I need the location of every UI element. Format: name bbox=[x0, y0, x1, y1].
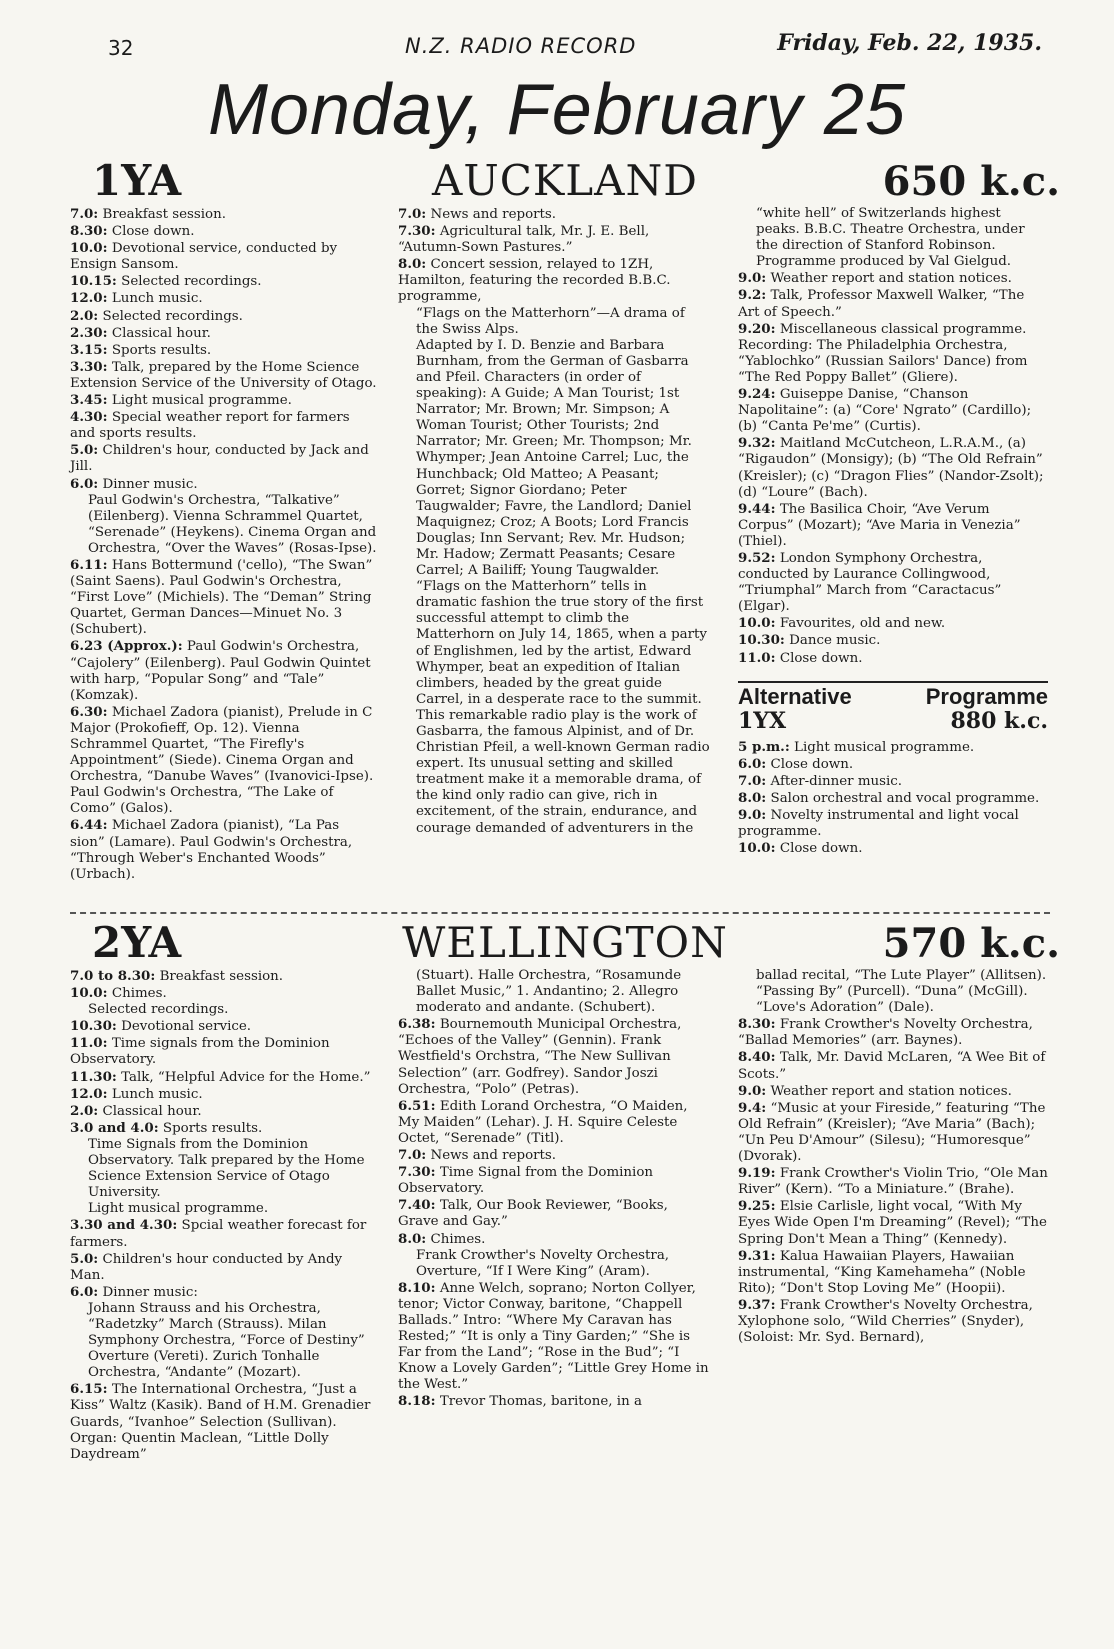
programme-time: 6.0: bbox=[70, 1283, 99, 1300]
programme-time: 9.24: bbox=[738, 386, 776, 403]
programme-description: Chimes. bbox=[430, 1231, 486, 1247]
programme-list bbox=[738, 206, 1048, 667]
programme-description: Frank Crowther's Violin Trio, “Ole Man River” (Kern). “To a Miniature.” (Brahe). bbox=[738, 1166, 1048, 1198]
programme-description: Sports results. bbox=[162, 1120, 263, 1136]
programme-entry bbox=[738, 1198, 1048, 1247]
programme-time: 10.0: bbox=[70, 985, 108, 1002]
programme-description: Breakfast session. bbox=[159, 969, 284, 984]
alternative-frequency: 880 k.c. bbox=[950, 707, 1048, 734]
programme-description: Johann Strauss and his Orchestra, “Radetzky” March (Strauss). Milan Symphony Orchestra, “Force of Destiny” Overture (Vereti). Zurich Tonhalle Orchestra, “Andante” (Mozart). bbox=[88, 1300, 365, 1381]
alternative-programme-list bbox=[738, 739, 1048, 858]
programme-entry bbox=[738, 321, 1048, 386]
programme-description: News and reports. bbox=[430, 1148, 557, 1164]
programme-time: 8.40: bbox=[738, 1049, 776, 1066]
programme-description: Children's hour conducted by Andy Man. bbox=[70, 1251, 343, 1283]
programme-entry bbox=[738, 270, 1048, 287]
programme-description: Breakfast session. bbox=[102, 207, 226, 222]
programme-description: The International Orchestra, “Just a Kiss” Waltz (Kasik). Band of H.M. Grenadier Guards, “Ivanhoe” Selection (Sullivan). Organ: Quentin Maclean, “Little Dolly Daydream” bbox=[70, 1382, 371, 1462]
programme-entry bbox=[70, 704, 378, 818]
programme-time: 9.2: bbox=[738, 287, 767, 304]
programme-time: 9.31: bbox=[738, 1247, 776, 1264]
page-header bbox=[0, 30, 1114, 64]
programme-time: 9.0: bbox=[738, 270, 767, 287]
programme-time: 10.30: bbox=[738, 632, 785, 649]
programme-column-1 bbox=[70, 206, 378, 883]
programme-entry bbox=[398, 708, 710, 837]
programme-entry bbox=[70, 985, 378, 1002]
programme-time: 11.30: bbox=[70, 1068, 117, 1085]
programme-description: Frank Crowther's Novelty Orchestra, Overture, “If I Were King” (Aram). bbox=[416, 1247, 670, 1279]
programme-entry bbox=[70, 493, 378, 557]
alternative-station bbox=[738, 709, 1048, 733]
station-section-wellington bbox=[70, 912, 1060, 1462]
programme-description: Adapted by I. D. Benzie and Barbara Burnham, from the German of Gasbarra and Pfeil. Characters (in order of speaking): A Guide; A Man Tourist; 1st Narrator; Mr. Brown; Mr. Simpson; A Woman Tourist; Other Tourists; 2nd Narrator; Mr. Green; Mr. Thompson; Mr. Whymper; Jean Antoine Carrel; Luc, the Hunchback; Old Matteo; A Peasant; Gorret; Signor Giordano; Peter Taugwalder; Favre, the Landlord; Daniel Maquignez; Croz; A Boots; Lord Francis Douglas; Inn Servant; Rev. Mr. Hudson; Mr. Hadow; Zermatt Peasants; Cesare Carrel; A Bailiff; Young Taugwalder. bbox=[416, 337, 692, 579]
programme-time: 7.30: bbox=[398, 1164, 436, 1181]
programme-time: 9.19: bbox=[738, 1165, 776, 1182]
programme-description: Sports results. bbox=[111, 342, 212, 358]
programme-description: Weather report and station notices. bbox=[770, 271, 1012, 287]
programme-entry bbox=[70, 476, 378, 493]
programme-description: Talk, Mr. David McLaren, “A Wee Bit of Scots.” bbox=[738, 1050, 1046, 1082]
programme-time: 7.30: bbox=[398, 223, 436, 240]
programme-entry bbox=[70, 817, 378, 882]
programme-time: 6.15: bbox=[70, 1381, 108, 1398]
programme-entry bbox=[738, 1049, 1048, 1082]
programme-entry bbox=[738, 632, 1048, 649]
programme-description: This remarkable radio play is the work of Gasbarra, the famous Alpinist, and of Dr. Christian Pfeil, a well-known German radio expert. Its unusual setting and skilled treatment make it a memorable drama, of the kind only radio can give, rich in excitement, of the strain, endurance, and courage demanded of adventurers in the bbox=[416, 707, 710, 836]
programme-description: Close down. bbox=[779, 841, 863, 857]
station-city: WELLINGTON bbox=[402, 918, 728, 967]
programme-column-3 bbox=[738, 968, 1048, 1346]
programme-entry bbox=[398, 1197, 710, 1230]
alternative-call-sign: 1YX bbox=[738, 707, 787, 734]
programme-label: Programme bbox=[925, 683, 1048, 709]
programme-time: 5.0: bbox=[70, 1250, 99, 1267]
programme-time: 3.0 and 4.0: bbox=[70, 1119, 159, 1136]
station-heading bbox=[70, 150, 1060, 206]
programme-description: Selected recordings. bbox=[102, 308, 243, 324]
station-frequency: 570 k.c. bbox=[882, 920, 1060, 967]
programme-time: 8.0: bbox=[398, 1230, 427, 1247]
programme-entry bbox=[738, 550, 1048, 615]
programme-entry bbox=[70, 1301, 378, 1381]
programme-description: Light musical programme. bbox=[794, 739, 975, 755]
programme-entry bbox=[70, 308, 378, 325]
programme-time: 9.32: bbox=[738, 435, 776, 452]
programme-time: 10.0: bbox=[738, 615, 776, 632]
programme-entry bbox=[738, 435, 1048, 500]
programme-entry bbox=[70, 968, 378, 985]
programme-time: 2.30: bbox=[70, 324, 108, 341]
programme-entry bbox=[70, 223, 378, 240]
programme-description: Frank Crowther's Novelty Orchestra, Xylophone solo, “Wild Cherries” (Snyder), (Soloist: Mr. Syd. Bernard), bbox=[738, 1297, 1033, 1346]
programme-entry bbox=[738, 501, 1048, 550]
programme-entry bbox=[70, 1035, 378, 1068]
programme-column-3 bbox=[738, 206, 1048, 857]
programme-entry bbox=[70, 1284, 378, 1301]
programme-time: 7.0: bbox=[738, 772, 767, 789]
programme-description: Paul Godwin's Orchestra, “Cajolery” (Eilenberg). Paul Godwin Quintet with harp, “Popular Song” and “Tale” (Komzak). bbox=[70, 639, 371, 703]
programme-description: Salon orchestral and vocal programme. bbox=[770, 790, 1040, 806]
programme-entry bbox=[70, 273, 378, 290]
alternative-programme-box bbox=[738, 681, 1048, 858]
programme-entry bbox=[398, 1248, 710, 1280]
programme-entry bbox=[738, 1100, 1048, 1165]
programme-time: 10.0: bbox=[738, 840, 776, 857]
programme-description: Children's hour, conducted by Jack and Jill. bbox=[70, 443, 369, 475]
programme-description: Paul Godwin's Orchestra, “Talkative” (Eilenberg). Vienna Schrammel Quartet, “Serenade” (Heykens). Cinema Organ and Orchestra, “Over the Waves” (Rosas-Ipse). bbox=[88, 492, 377, 556]
programme-entry bbox=[738, 386, 1048, 435]
programme-description: After-dinner music. bbox=[770, 773, 903, 789]
programme-time: 6.23 (Approx.): bbox=[70, 638, 183, 655]
programme-description: Weather report and station notices. bbox=[770, 1083, 1012, 1099]
programme-entry bbox=[70, 206, 378, 223]
programme-entry bbox=[398, 968, 710, 1016]
programme-entry bbox=[70, 442, 378, 475]
programme-time: 12.0: bbox=[70, 1085, 108, 1102]
programme-time: 7.40: bbox=[398, 1197, 436, 1214]
programme-description: Hans Bottermund ('cello), “The Swan” (Saint Saens). Paul Godwin's Orchestra, “First Love” (Michiels). The “Deman” String Quartet, German Dances—Minuet No. 3 (Schubert). bbox=[70, 557, 373, 638]
programme-time: 6.38: bbox=[398, 1016, 436, 1033]
programme-entry bbox=[738, 1083, 1048, 1100]
programme-description: Light musical programme. bbox=[88, 1201, 269, 1217]
programme-entry bbox=[738, 807, 1048, 840]
programme-description: “Music at your Fireside,” featuring “The Old Refrain” (Kreisler); “Ave Maria” (Bach); “Un Peu D'Amour” (Silesu); “Humoresque” (Dvorak). bbox=[738, 1100, 1046, 1165]
programme-description: Special weather report for farmers and sports results. bbox=[70, 410, 350, 442]
programme-entry bbox=[70, 409, 378, 442]
programme-description: Time Signal from the Dominion Observatory. bbox=[398, 1165, 654, 1197]
programme-description: Novelty instrumental and light vocal programme. bbox=[738, 808, 1019, 840]
programme-time: 9.0: bbox=[738, 1082, 767, 1099]
programme-description: Talk, Professor Maxwell Walker, “The Art of Speech.” bbox=[738, 288, 1025, 320]
programme-description: Spcial weather forecast for farmers. bbox=[70, 1218, 367, 1250]
station-frequency: 650 k.c. bbox=[882, 158, 1060, 205]
programme-time: 4.30: bbox=[70, 409, 108, 426]
programme-time: 10.30: bbox=[70, 1018, 117, 1035]
programme-description: Agricultural talk, Mr. J. E. Bell, “Autumn-Sown Pastures.” bbox=[398, 224, 650, 256]
programme-entry bbox=[398, 1164, 710, 1197]
alternative-heading bbox=[738, 685, 1048, 709]
programme-time: 10.0: bbox=[70, 240, 108, 257]
programme-description: Classical hour. bbox=[111, 325, 211, 341]
programme-description: Guiseppe Danise, “Chanson Napolitaine”: (a) “Core' Ngrato” (Cardillo); (b) “Canta Pe'me” (Curtis). bbox=[738, 387, 1032, 435]
programme-entry bbox=[738, 206, 1048, 270]
programme-time: 8.30: bbox=[738, 1016, 776, 1033]
station-section-auckland bbox=[70, 150, 1060, 882]
programme-time: 8.0: bbox=[398, 256, 427, 273]
programme-description: Talk, prepared by the Home Science Extension Service of the University of Otago. bbox=[70, 359, 377, 391]
programme-description: Selected recordings. bbox=[121, 274, 262, 290]
programme-description: Dinner music. bbox=[102, 476, 198, 492]
programme-description: Talk, “Helpful Advice for the Home.” bbox=[121, 1069, 371, 1085]
programme-entry bbox=[398, 256, 710, 305]
programme-time: 7.0: bbox=[70, 206, 99, 222]
programme-time: 2.0: bbox=[70, 1102, 99, 1119]
page-number: 32 bbox=[108, 36, 134, 60]
programme-time: 11.0: bbox=[738, 649, 776, 666]
programme-time: 6.44: bbox=[70, 817, 108, 834]
programme-time: 12.0: bbox=[70, 290, 108, 307]
programme-time: 6.0: bbox=[70, 475, 99, 492]
programme-entry bbox=[738, 615, 1048, 632]
programme-description: “white hell” of Switzerlands highest peaks. B.B.C. Theatre Orchestra, under the direction of Stanford Robinson. Programme produced by Val Gielgud. bbox=[756, 206, 1025, 270]
programme-description: Talk, Our Book Reviewer, “Books, Grave and Gay.” bbox=[398, 1198, 668, 1230]
programme-entry bbox=[738, 650, 1048, 667]
programme-time: 3.45: bbox=[70, 392, 108, 409]
programme-time: 8.10: bbox=[398, 1279, 436, 1296]
programme-column-2 bbox=[398, 968, 710, 1411]
programme-description: Selected recordings. bbox=[88, 1002, 229, 1018]
station-call-sign: 1YA bbox=[92, 156, 182, 205]
programme-description: Frank Crowther's Novelty Orchestra, “Ballad Memories” (arr. Baynes). bbox=[738, 1017, 1033, 1049]
programme-description: Close down. bbox=[779, 650, 863, 666]
programme-entry bbox=[738, 968, 1048, 1016]
alternative-label: Alternative bbox=[738, 683, 852, 709]
alternative-rule bbox=[738, 681, 1048, 683]
programme-description: Dinner music: bbox=[102, 1284, 198, 1300]
programme-description: Edith Lorand Orchestra, “O Maiden, My Maiden” (Lehar). J. H. Squire Celeste Octet, “Serenade” (Titl). bbox=[398, 1098, 688, 1146]
programme-entry bbox=[70, 240, 378, 273]
programme-entry bbox=[70, 359, 378, 392]
programme-entry bbox=[738, 773, 1048, 790]
programme-time: 9.4: bbox=[738, 1099, 767, 1116]
programme-entry bbox=[738, 287, 1048, 320]
programme-time: 2.0: bbox=[70, 307, 99, 324]
programme-column-1 bbox=[70, 968, 378, 1463]
programme-column-2 bbox=[398, 206, 710, 837]
programme-description: London Symphony Orchestra, conducted by Laurance Collingwood, “Triumphal” March from “Caractacus” (Elgar). bbox=[738, 550, 1002, 615]
programme-description: Kalua Hawaiian Players, Hawaiian instrumental, “King Kamehameha” (Noble Rito); “Don't Stop Loving Me” (Hoopii). bbox=[738, 1248, 1026, 1296]
programme-entry bbox=[70, 1002, 378, 1018]
programme-entry bbox=[70, 1120, 378, 1137]
publication-title: N.Z. RADIO RECORD bbox=[405, 34, 637, 58]
programme-entry bbox=[70, 1137, 378, 1201]
programme-time: 9.44: bbox=[738, 500, 776, 517]
programme-time: 3.30 and 4.30: bbox=[70, 1217, 178, 1234]
programme-description: “Flags on the Matterhorn”—A drama of the Swiss Alps. bbox=[416, 305, 685, 337]
programme-description: News and reports. bbox=[430, 207, 557, 222]
programme-time: 5 p.m.: bbox=[738, 738, 790, 755]
programme-entry bbox=[70, 1217, 378, 1250]
programme-entry bbox=[70, 392, 378, 409]
programme-description: Concert session, relayed to 1ZH, Hamilton, featuring the recorded B.B.C. programme, bbox=[398, 257, 671, 305]
programme-entry bbox=[70, 1251, 378, 1284]
issue-date: Friday, Feb. 22, 1935. bbox=[777, 30, 1042, 56]
programme-time: 5.0: bbox=[70, 442, 99, 459]
programme-description: The Basilica Choir, “Ave Verum Corpus” (Mozart); “Ave Maria in Venezia” (Thiel). bbox=[738, 501, 1021, 549]
programme-entry bbox=[398, 338, 710, 579]
station-city: AUCKLAND bbox=[432, 156, 698, 205]
programme-description: “Flags on the Matterhorn” tells in dramatic fashion the true story of the first successful attempt to climb the Matterhorn on July 14, 1865, when a party of Englishmen, led by the artist, Edward Whymper, beat an expedition of Italian climbers, headed by the great guide Carrel, in a desperate race to the summit. bbox=[416, 579, 707, 707]
programme-entry bbox=[70, 342, 378, 359]
programme-entry bbox=[738, 756, 1048, 773]
programme-entry bbox=[398, 1231, 710, 1248]
programme-description: Light musical programme. bbox=[111, 393, 292, 409]
programme-time: 3.15: bbox=[70, 341, 108, 358]
programme-entry bbox=[398, 1393, 710, 1410]
programme-entry bbox=[70, 1381, 378, 1462]
programme-entry bbox=[738, 1016, 1048, 1049]
programme-entry bbox=[398, 223, 710, 256]
programme-description: Trevor Thomas, baritone, in a bbox=[439, 1394, 642, 1410]
programme-entry bbox=[738, 1248, 1048, 1297]
programme-entry bbox=[398, 579, 710, 708]
programme-description: Classical hour. bbox=[102, 1103, 202, 1119]
programme-entry bbox=[70, 1201, 378, 1217]
programme-time: 8.18: bbox=[398, 1393, 436, 1410]
programme-description: Close down. bbox=[770, 756, 854, 772]
programme-description: Time Signals from the Dominion Observatory. Talk prepared by the Home Science Extension Service of Otago University. bbox=[88, 1136, 365, 1201]
programme-description: Chimes. bbox=[111, 986, 167, 1002]
programme-description: Maitland McCutcheon, L.R.A.M., (a) “Rigaudon” (Monsigy); (b) “The Old Refrain” (Kreisler); (c) “Dragon Flies” (Nandor-Zsolt); (d) “Loure” (Bach). bbox=[738, 436, 1044, 500]
programme-time: 11.0: bbox=[70, 1035, 108, 1052]
programme-description: Michael Zadora (pianist), “La Pas sion” (Lamare). Paul Godwin's Orchestra, “Through Weber's Enchanted Woods” (Urbach). bbox=[70, 818, 353, 882]
programme-entry bbox=[70, 1018, 378, 1035]
programme-description: Lunch music. bbox=[111, 1086, 203, 1102]
programme-entry bbox=[70, 1086, 378, 1103]
programme-time: 6.0: bbox=[738, 755, 767, 772]
programme-entry bbox=[398, 206, 710, 223]
programme-time: 7.0 to 8.30: bbox=[70, 968, 156, 984]
programme-description: Lunch music. bbox=[111, 291, 203, 307]
programme-entry bbox=[738, 840, 1048, 857]
programme-description: Elsie Carlisle, light vocal, “With My Eyes Wide Open I'm Dreaming” (Revel); “The Spring Don't Mean a Thing” (Kennedy). bbox=[738, 1199, 1047, 1247]
programme-time: 3.30: bbox=[70, 358, 108, 375]
programme-time: 6.11: bbox=[70, 556, 108, 573]
programme-time: 9.25: bbox=[738, 1198, 776, 1215]
programme-description: Devotional service, conducted by Ensign Sansom. bbox=[70, 241, 338, 273]
programme-description: Miscellaneous classical programme. Recording: The Philadelphia Orchestra, “Yablochko” (Russian Sailors' Dance) from “The Red Poppy Ballet” (Gliere). bbox=[738, 321, 1028, 385]
programme-entry bbox=[70, 290, 378, 307]
day-title: Monday, February 25 bbox=[207, 70, 906, 150]
programme-description: Devotional service. bbox=[121, 1019, 252, 1035]
programme-entry bbox=[70, 1103, 378, 1120]
programme-time: 7.0: bbox=[398, 206, 427, 222]
programme-entry bbox=[70, 638, 378, 703]
programme-time: 9.20: bbox=[738, 320, 776, 337]
programme-time: 10.15: bbox=[70, 273, 117, 290]
programme-time: 6.30: bbox=[70, 703, 108, 720]
programme-entry bbox=[398, 1147, 710, 1164]
programme-time: 6.51: bbox=[398, 1097, 436, 1114]
programme-entry bbox=[738, 1165, 1048, 1198]
programme-description: Favourites, old and new. bbox=[779, 616, 946, 632]
programme-time: 8.0: bbox=[738, 789, 767, 806]
programme-entry bbox=[738, 739, 1048, 756]
programme-entry bbox=[398, 1098, 710, 1147]
station-heading bbox=[70, 912, 1060, 968]
programme-time: 8.30: bbox=[70, 223, 108, 240]
programme-entry bbox=[398, 306, 710, 338]
programme-entry bbox=[70, 557, 378, 638]
programme-time: 9.37: bbox=[738, 1296, 776, 1313]
programme-entry bbox=[70, 325, 378, 342]
programme-entry bbox=[398, 1280, 710, 1394]
programme-description: Time signals from the Dominion Observatory. bbox=[70, 1036, 330, 1068]
programme-description: (Stuart). Halle Orchestra, “Rosamunde Ballet Music,” 1. Andantino; 2. Allegro moderato and andante. (Schubert). bbox=[416, 968, 682, 1016]
programme-entry bbox=[738, 1297, 1048, 1346]
programme-entry bbox=[738, 790, 1048, 807]
programme-time: 9.52: bbox=[738, 549, 776, 566]
station-call-sign: 2YA bbox=[92, 918, 182, 967]
programme-description: Dance music. bbox=[789, 633, 881, 649]
programme-entry bbox=[70, 1069, 378, 1086]
programme-description: Bournemouth Municipal Orchestra, “Echoes of the Valley” (Gennin). Frank Westfield's Orchstra, “The New Sullivan Selection” (arr. Godfrey). Sandor Joszi Orchestra, “Polo” (Petras). bbox=[398, 1017, 682, 1097]
programme-entry bbox=[398, 1016, 710, 1097]
programme-description: ballad recital, “The Lute Player” (Allitsen). “Passing By” (Purcell). “Duna” (McGill). “Love's Adoration” (Dale). bbox=[756, 968, 1047, 1016]
programme-description: Close down. bbox=[111, 224, 195, 240]
programme-time: 9.0: bbox=[738, 807, 767, 823]
programme-description: Anne Welch, soprano; Norton Collyer, tenor; Victor Conway, baritone, “Chappell Ballads.” Intro: “Where My Caravan has Rested;” “It is only a Tiny Garden;” “She is Far from the Land”; “Rose in the Bud”; “I Know a Lovely Garden”; “Little Grey Home in the West.” bbox=[398, 1280, 709, 1393]
programme-description: Michael Zadora (pianist), Prelude in C Major (Prokofieff, Op. 12). Vienna Schrammel Quartet, “The Firefly's Appointment” (Siede). Cinema Organ and Orchestra, “Danube Waves” (Ivanovici-Ipse). Paul Godwin's Orchestra, “The Lake of Como” (Galos). bbox=[70, 704, 374, 817]
programme-time: 7.0: bbox=[398, 1147, 427, 1164]
